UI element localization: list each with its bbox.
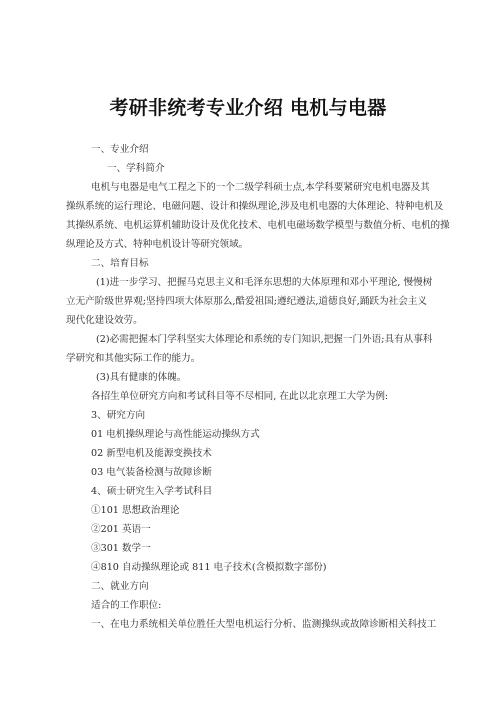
goal-text-line: (3)具有健康的体魄。 bbox=[96, 372, 187, 383]
exam-subject-item: ②201 英语一 bbox=[91, 524, 151, 535]
subsection-heading-discipline: 一、学科简介 bbox=[107, 163, 165, 174]
intro-text-line: 其操纵系统、电机运算机辅助设计及优化技术、电机电磁场数学模型与数值分析、电机的操 bbox=[66, 220, 450, 231]
research-direction-item: 02 新型电机及能源变换技术 bbox=[91, 448, 212, 459]
research-direction-item: 01 电机操纵理论与高性能运动操纵方式 bbox=[91, 429, 260, 440]
jobs-label: 适合的工作职位: bbox=[91, 600, 162, 611]
goal-text-line: (1)进一步学习、把握马克思主义和毛泽东思想的大体原理和邓小平理论, 慢慢树 bbox=[96, 277, 433, 288]
goal-text-line: (2)必需把握本门学科坚实大体理论和系统的专门知识,把握一门外语;具有从事科 bbox=[96, 334, 433, 345]
document-title: 考研非统考专业介绍 电机与电器 bbox=[109, 97, 387, 119]
section-heading-employment: 二、就业方向 bbox=[91, 581, 149, 592]
goal-text-line: 立无产阶级世界观;坚持四项大体原那么,酷爱祖国;遵纪遵法,道德良好,踊跃为社会主义 bbox=[66, 296, 427, 307]
research-direction-item: 03 电气装备检测与故障诊断 bbox=[91, 467, 212, 478]
goal-text-line: 学研究和其他实际工作的能力。 bbox=[66, 353, 201, 364]
intro-text-line: 纵理论及方式、特种电机设计等研究领域。 bbox=[66, 239, 249, 250]
exam-subject-item: ④810 自动操纵理论或 811 电子技术(含模拟数字部份) bbox=[91, 562, 327, 573]
subsection-heading-directions: 3、研究方向 bbox=[91, 410, 146, 421]
job-item: 一、在电力系统相关单位胜任大型电机运行分析、监测操纵或故障诊断相关科技工 bbox=[91, 619, 437, 630]
intro-text-line: 操纵系统的运行理论、电磁问题、设计和操纵理论,涉及电机电器的大体理论、特种电机及 bbox=[66, 201, 444, 212]
exam-subject-item: ③301 数学一 bbox=[91, 543, 151, 554]
goal-text-line: 现代化建设效劳。 bbox=[66, 315, 143, 326]
subsection-heading-goals: 二、培育目标 bbox=[91, 258, 149, 269]
unit-note: 各招生单位研究方向和考试科目等不尽相同, 在此以北京理工大学为例: bbox=[91, 391, 389, 402]
section-heading-major-intro: 一、专业介绍 bbox=[91, 144, 149, 155]
subsection-heading-exams: 4、硕士研究生入学考试科目 bbox=[91, 486, 213, 497]
intro-text-line: 电机与电器是电气工程之下的一个二级学科硕士点,本学科要紧研究电机电器及其 bbox=[91, 182, 430, 193]
exam-subject-item: ①101 思想政治理论 bbox=[91, 505, 180, 516]
